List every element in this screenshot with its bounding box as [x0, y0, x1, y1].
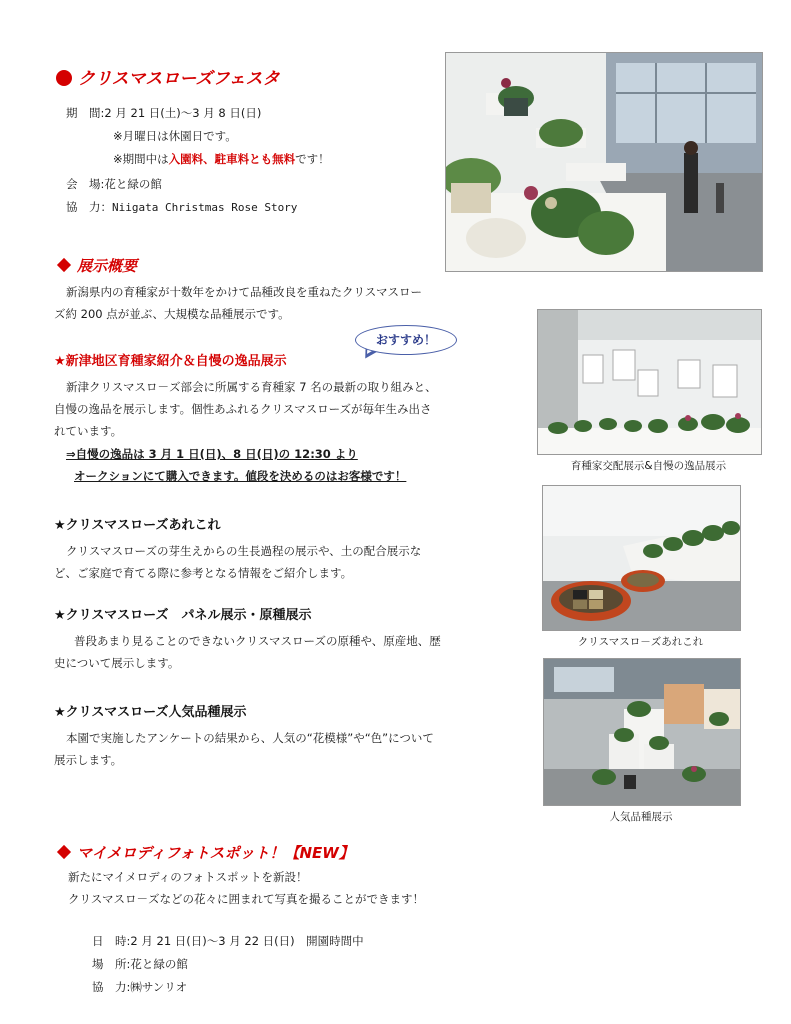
- photospot-line-1: 新たにマイメロディのフォトスポットを新設！: [68, 870, 308, 884]
- section1-auction-2: オークションにて購入できます。値段を決めるのはお客様です！: [74, 469, 407, 483]
- red-diamond-icon: [57, 845, 71, 859]
- section2-title: ★クリスマスローズあれこれ: [54, 518, 221, 533]
- festa-free-note: [113, 148, 330, 170]
- photo-breeder-exhibit-svg: [538, 310, 761, 454]
- festa-period: 期 間:2 月 21 日(土)～3 月 8 日(日): [66, 106, 262, 120]
- section1-line-3: れています。: [54, 424, 123, 438]
- section2-line-2: ど、ご家庭で育てる際に参考となる情報をご紹介します。: [54, 566, 353, 580]
- festa-title: [56, 64, 280, 89]
- caption-photo-2: 育種家交配展示&自慢の逸品展示: [570, 460, 727, 472]
- photo-exhibit-shelves: [445, 52, 763, 272]
- overview-line-2: ズ約 200 点が並ぶ、大規模な品種展示です。: [54, 307, 290, 321]
- section3-title: ★クリスマスローズ パネル展示・原種展示: [54, 608, 312, 623]
- photospot-place: 場 所:花と緑の館: [92, 957, 188, 971]
- free-note-post: です！: [295, 152, 330, 166]
- overview-title: [56, 255, 137, 276]
- red-diamond-icon: [57, 258, 71, 272]
- photospot-title-text: マイメロディフォトスポット！【NEW】: [77, 844, 354, 862]
- red-circle-icon: [56, 70, 72, 86]
- free-note-emph: 入園料、駐車料とも無料: [168, 152, 296, 166]
- section3-line-2: 史について展示します。: [54, 656, 180, 670]
- recommend-bubble: おすすめ！: [355, 325, 457, 355]
- caption-photo-4: 人気品種展示: [609, 811, 673, 823]
- festa-closed-note: ※月曜日は休園日です。: [113, 129, 237, 143]
- photo-popular-varieties: [543, 658, 741, 806]
- section4-title: ★クリスマスローズ人気品種展示: [54, 705, 247, 720]
- caption-photo-3: クリスマスロ－ズあれこれ: [577, 636, 704, 648]
- festa-venue: 会 場:花と緑の館: [66, 177, 162, 191]
- photospot-date: 日 時:2 月 21 日(日)～3 月 22 日(日) 開園時間中: [92, 934, 364, 948]
- photo-soil-display-svg: [543, 486, 740, 630]
- festa-coop: [66, 196, 297, 219]
- overview-title-text: 展示概要: [77, 257, 138, 275]
- photo-breeder-exhibit: [537, 309, 762, 455]
- photospot-title: [56, 842, 354, 863]
- section3-line-1: 普段あまり見ることのできないクリスマスローズの原種や、原産地、歴: [74, 634, 441, 648]
- section4-line-2: 展示します。: [54, 753, 123, 767]
- photospot-line-2: クリスマスロ－ズなどの花々に囲まれて写真を撮ることができます！: [68, 892, 425, 906]
- section1-title: ★新津地区育種家紹介＆自慢の逸品展示: [54, 354, 287, 369]
- section4-line-1: 本園で実施したアンケートの結果から、人気の“花模様”や“色”について: [66, 731, 434, 745]
- photo-popular-varieties-svg: [544, 659, 740, 805]
- section1-line-1: 新津クリスマスロ－ズ部会に所属する育種家 7 名の最新の取り組みと、: [66, 380, 437, 394]
- festa-title-text: クリスマスローズフェスタ: [78, 69, 280, 89]
- photo-soil-display: [542, 485, 741, 631]
- photo-exhibit-shelves-svg: [446, 53, 762, 271]
- section1-line-2: 自慢の逸品を展示します。個性あふれるクリスマスローズが毎年生み出さ: [54, 402, 432, 416]
- coop-label: 協 力：: [66, 200, 112, 214]
- overview-line-1: 新潟県内の育種家が十数年をかけて品種改良を重ねたクリスマスロー: [66, 285, 423, 299]
- free-note-pre: ※期間中は: [113, 152, 169, 166]
- photospot-coop: 協 力:㈱サンリオ: [92, 980, 188, 994]
- coop-value: Niigata Christmas Rose Story: [112, 201, 298, 214]
- section1-auction-1: ⇒自慢の逸品は 3 月 1 日(日)、8 日(日)の 12:30 より: [66, 447, 358, 461]
- section2-line-1: クリスマスローズの芽生えからの生長過程の展示や、土の配合展示な: [66, 544, 422, 558]
